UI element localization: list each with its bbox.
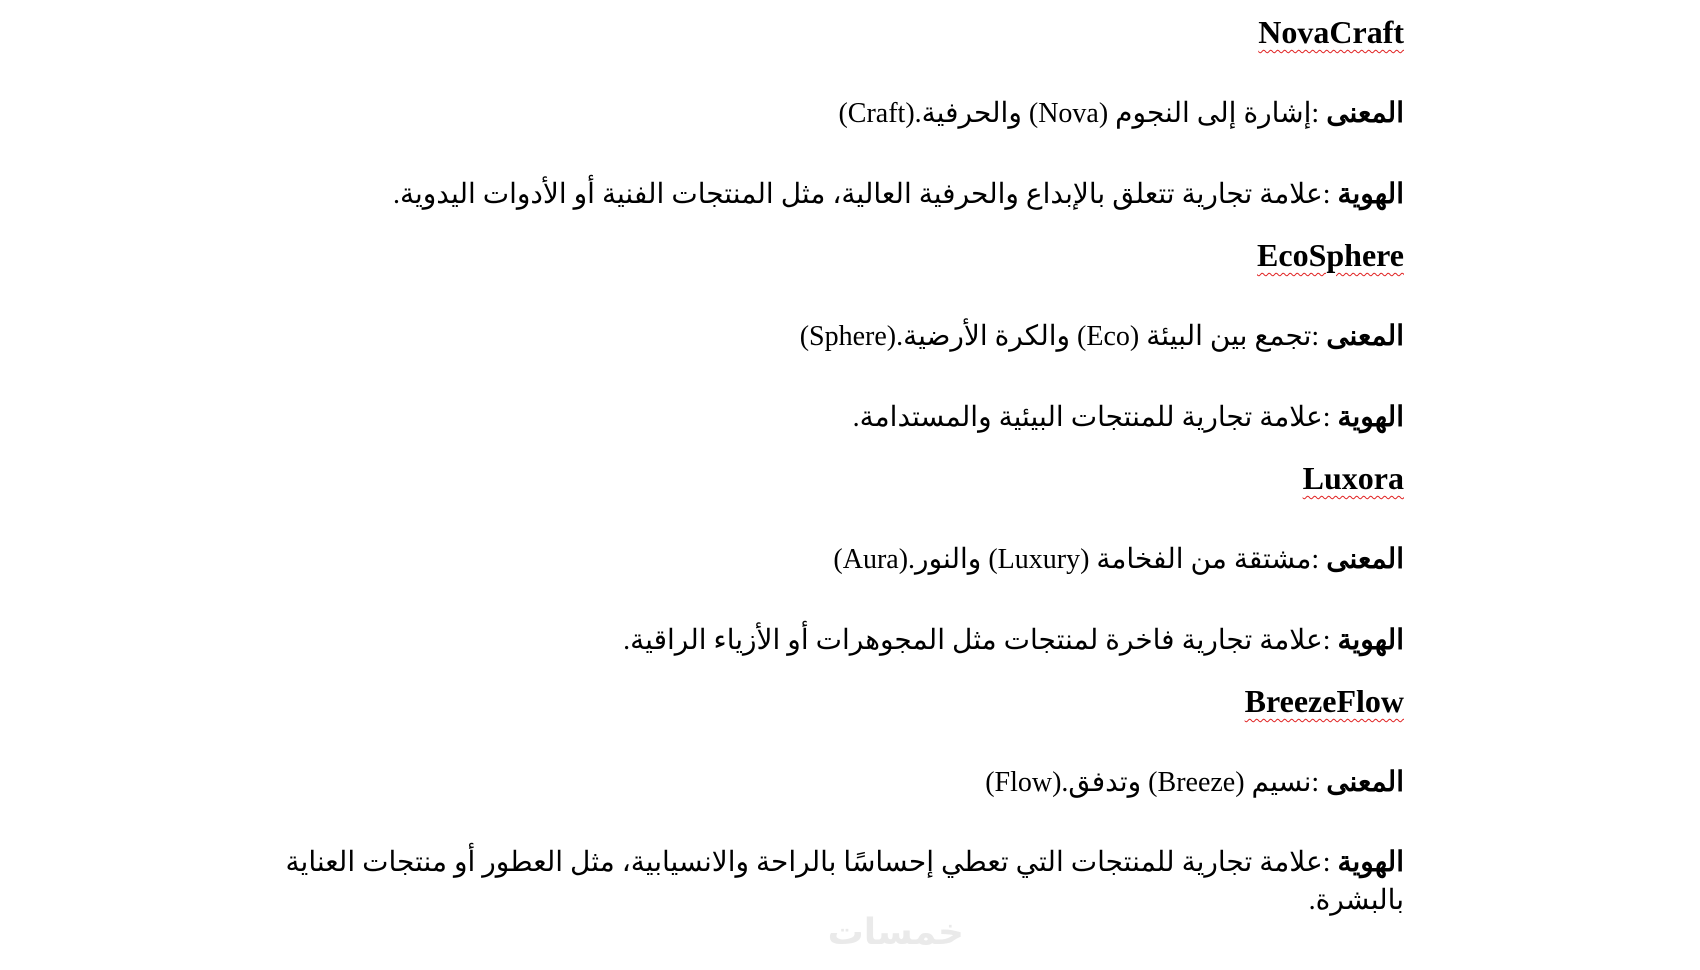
identity-label: الهوية	[1337, 402, 1404, 433]
meaning-line	[274, 317, 1404, 357]
brand-entry-luxora	[274, 460, 1404, 661]
meaning-line	[274, 94, 1404, 134]
brand-name: Luxora	[1302, 460, 1404, 496]
meaning-text: :إشارة إلى النجوم (Nova) والحرفية.(Craft)	[838, 98, 1320, 129]
identity-label: الهوية	[1337, 847, 1404, 878]
identity-line	[274, 621, 1404, 661]
meaning-text: :نسيم (Breeze) وتدفق.(Flow)	[985, 767, 1320, 798]
meaning-label: المعنى	[1326, 544, 1404, 575]
meaning-text: :تجمع بين البيئة (Eco) والكرة الأرضية.(Sphere)	[799, 321, 1320, 352]
meaning-line	[274, 540, 1404, 580]
brand-name: EcoSphere	[1257, 237, 1404, 273]
meaning-label: المعنى	[1326, 321, 1404, 352]
identity-text: :علامة تجارية للمنتجات البيئية والمستدامة.	[852, 402, 1331, 433]
identity-label: الهوية	[1337, 179, 1404, 210]
watermark-logo: خمسات	[827, 912, 964, 953]
brand-name: BreezeFlow	[1244, 683, 1404, 719]
identity-text: :علامة تجارية فاخرة لمنتجات مثل المجوهرات أو الأزياء الراقية.	[623, 625, 1331, 656]
brand-name: NovaCraft	[1258, 14, 1404, 50]
identity-label: الهوية	[1337, 625, 1404, 656]
identity-line	[274, 844, 1404, 920]
meaning-label: المعنى	[1326, 767, 1404, 798]
meaning-text: :مشتقة من الفخامة (Luxury) والنور.(Aura)	[833, 544, 1320, 575]
meaning-line	[274, 763, 1404, 803]
identity-text: :علامة تجارية للمنتجات التي تعطي إحساسًا بالراحة والانسيابية، مثل العطور أو منتجات العناية بالبشرة.	[285, 847, 1404, 916]
brand-entry-breezeflow	[274, 683, 1404, 920]
identity-line	[274, 398, 1404, 438]
meaning-label: المعنى	[1326, 98, 1404, 129]
identity-text: :علامة تجارية تتعلق بالإبداع والحرفية العالية، مثل المنتجات الفنية أو الأدوات اليدوية.	[392, 179, 1331, 210]
brand-entry-ecosphere	[274, 237, 1404, 438]
brand-entry-novacraft	[274, 14, 1404, 215]
identity-line	[274, 175, 1404, 215]
document-body	[274, 0, 1404, 920]
